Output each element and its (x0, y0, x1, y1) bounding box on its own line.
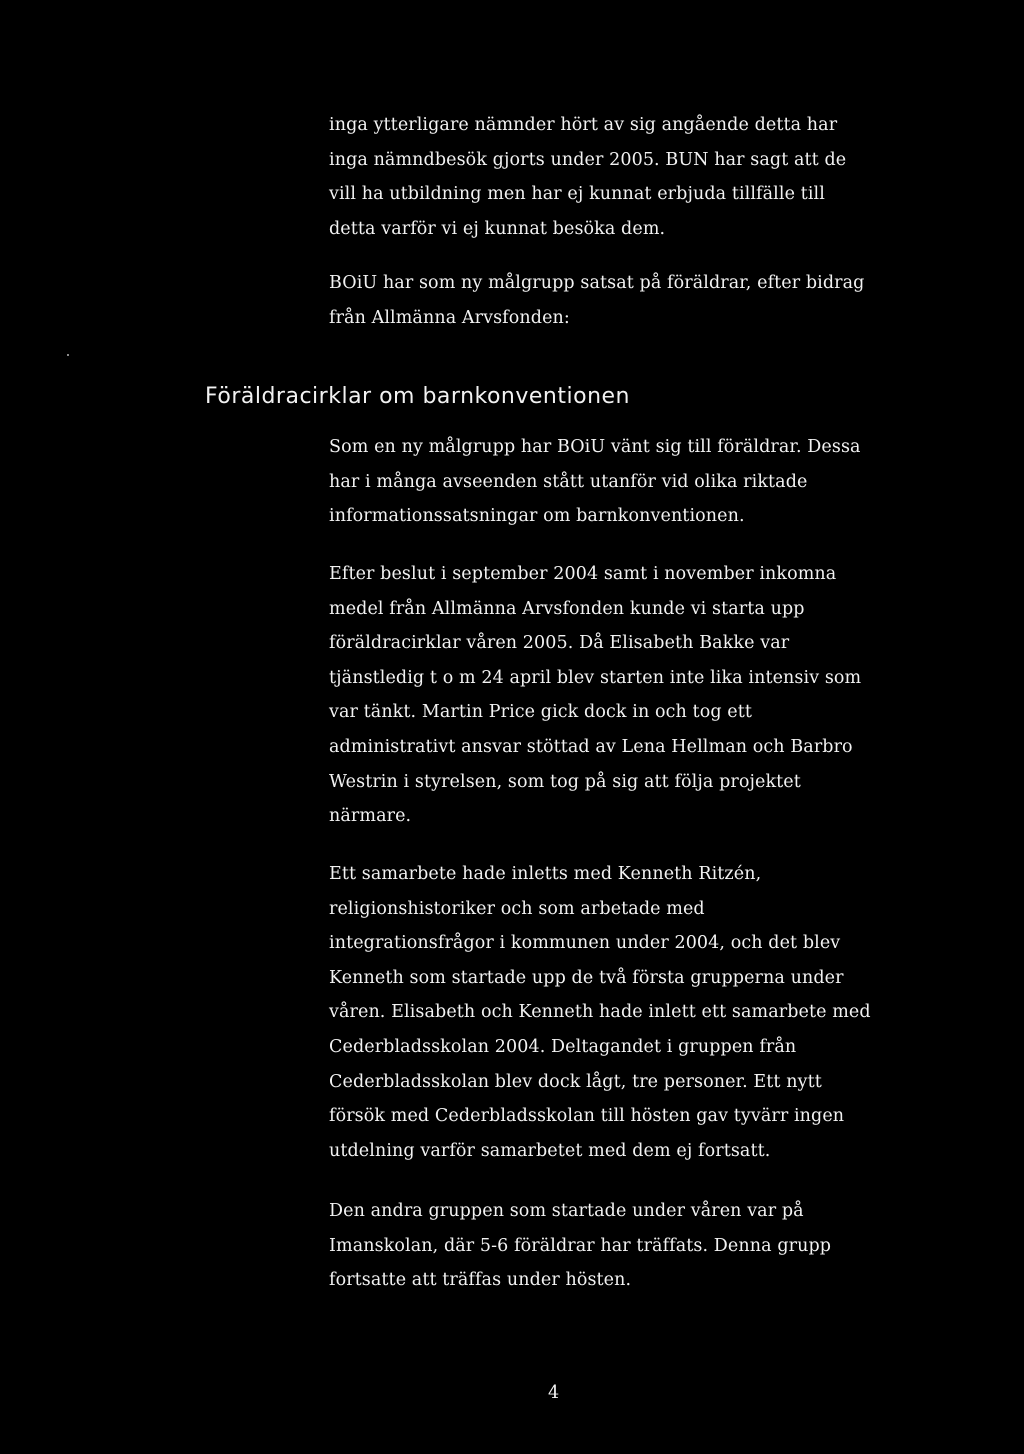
paragraph-som-en-ny (329, 430, 874, 534)
paragraph-boiu-text: BOiU har som ny målgrupp satsat på föräldrar, efter bidrag från Allmänna Arvsfonden: (329, 273, 865, 328)
section-heading: Föräldracirklar om barnkonventionen (205, 384, 630, 409)
scan-dot (67, 354, 69, 356)
paragraph-efter-beslut (329, 557, 874, 834)
page-number: 4 (548, 1383, 560, 1403)
paragraph-intro-text: inga ytterligare nämnder hört av sig angående detta har inga nämndbesök gjorts under 2005. BUN har sagt att de vill ha utbildning men har ej kunnat erbjuda tillfälle till detta varför vi ej kunnat besöka dem. (329, 115, 847, 239)
paragraph-den-andra-text: Den andra gruppen som startade under våren var på Imanskolan, där 5-6 föräldrar har träffats. Denna grupp fortsatte att träffas under hösten. (329, 1201, 832, 1291)
paragraph-som-en-ny-text: Som en ny målgrupp har BOiU vänt sig till föräldrar. Dessa har i många avseenden stått utanför vid olika riktade informationssatsningar om barnkonventionen. (329, 437, 861, 527)
paragraph-efter-beslut-text: Efter beslut i september 2004 samt i november inkomna medel från Allmänna Arvsfonden kunde vi starta upp föräldracirklar våren 2005. Då Elisabeth Bakke var tjänstledig t o m 24 april blev starten inte lika intensiv som var tänkt. Martin Price gick dock in och tog ett administrativt ansvar stöttad av Lena Hellman och Barbro Westrin i styrelsen, som tog på sig att följa projektet närmare. (329, 564, 862, 827)
paragraph-den-andra (329, 1194, 874, 1298)
paragraph-intro (329, 108, 874, 246)
paragraph-boiu (329, 266, 874, 335)
paragraph-ett-samarbete-text: Ett samarbete hade inletts med Kenneth Ritzén, religionshistoriker och som arbetade med integrationsfrågor i kommunen under 2004, och det blev Kenneth som startade upp de två första grupperna under våren. Elisabeth och Kenneth hade inlett ett samarbete med Cederbladsskolan 2004. Deltagandet i gruppen från Cederbladsskolan blev dock lågt, tre personer. Ett nytt försök med Cederbladsskolan till hösten gav tyvärr ingen utdelning varför samarbetet med dem ej fortsatt. (329, 864, 871, 1161)
paragraph-ett-samarbete (329, 857, 874, 1168)
